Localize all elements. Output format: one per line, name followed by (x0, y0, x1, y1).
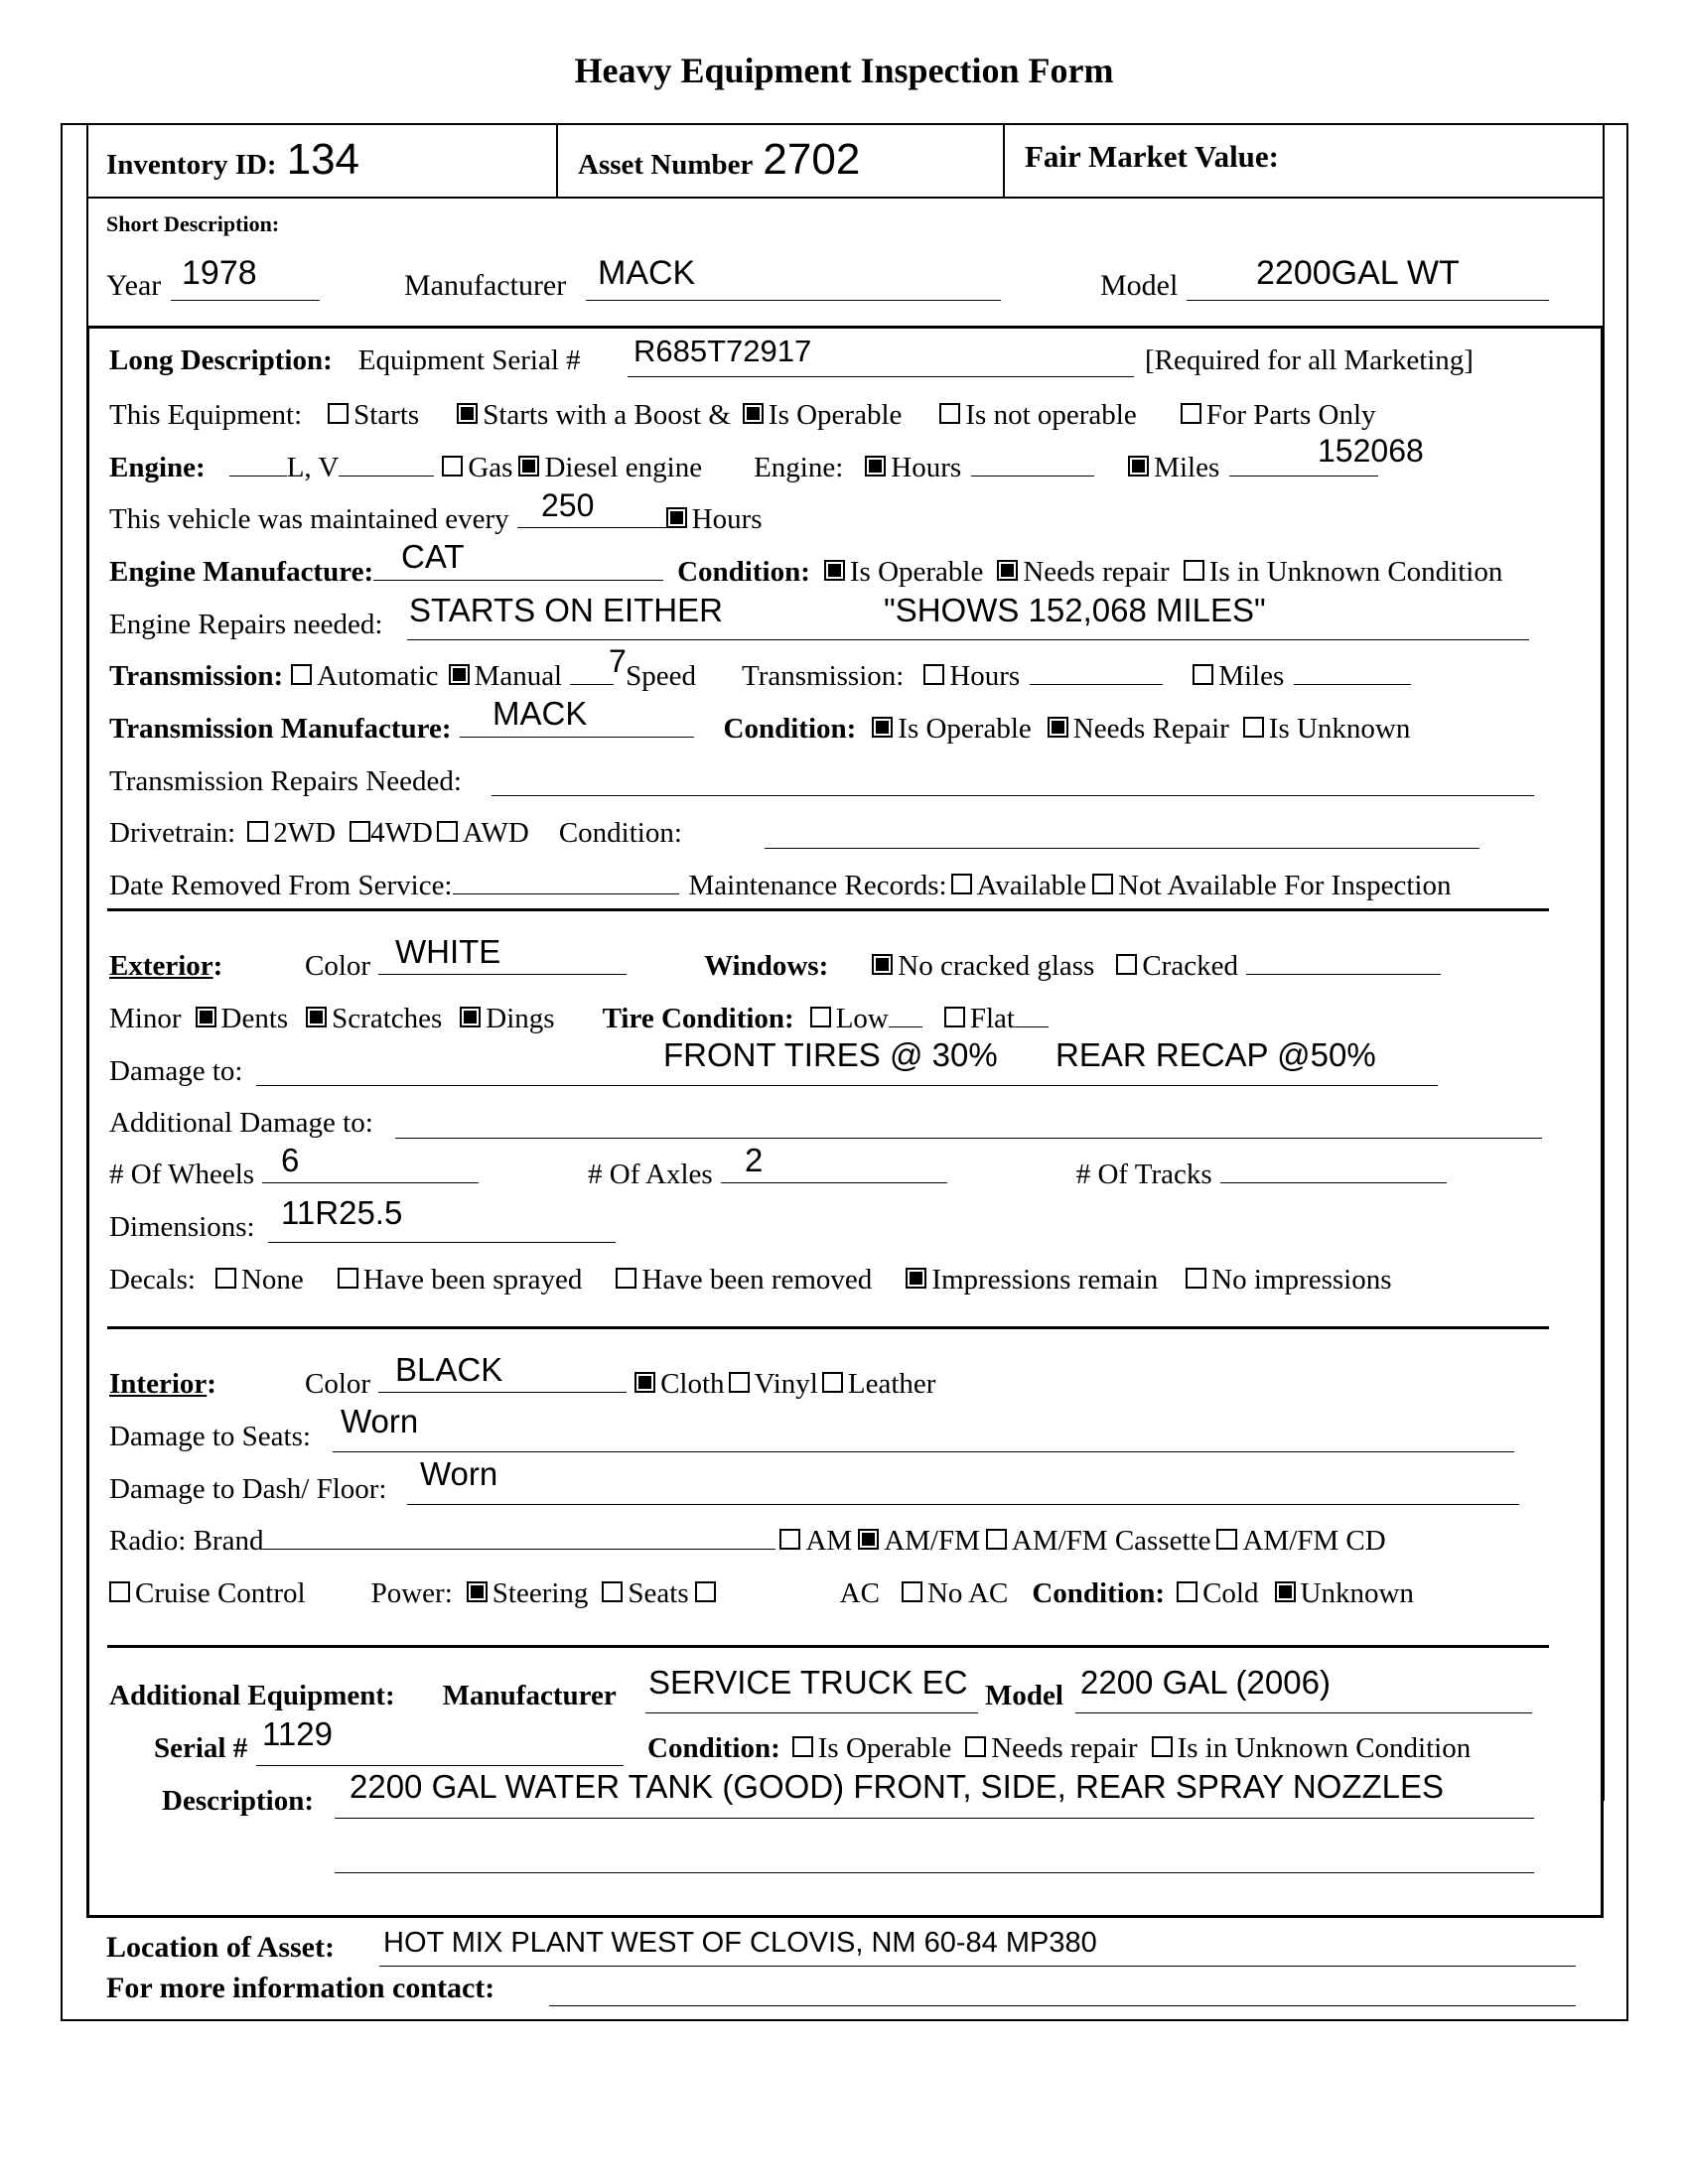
radio-am-label: AM (805, 1525, 853, 1557)
exterior-title: Exterior (109, 950, 213, 982)
power-steering-label: Steering (492, 1577, 589, 1609)
no-cracked-label: No cracked glass (898, 950, 1095, 982)
engine-repairs-line (407, 639, 1529, 640)
maintained-value[interactable]: 250 (541, 487, 595, 523)
ac-unknown-label: Unknown (1300, 1577, 1414, 1609)
inner-box-bottom (86, 1915, 1604, 1918)
engine-manufacture-label: Engine Manufacture: (109, 556, 374, 588)
transmission-manufacture-line[interactable] (460, 737, 694, 738)
dimensions-value[interactable]: 11R25.5 (281, 1194, 403, 1231)
year-value[interactable]: 1978 (182, 254, 257, 292)
additional-unknown-checkbox[interactable] (1152, 1736, 1173, 1757)
additional-needs-repair-checkbox[interactable] (965, 1736, 986, 1757)
engine-miles-checkbox[interactable] (1128, 456, 1149, 477)
engine-manufacture-row (109, 556, 1502, 589)
drive-awd-checkbox[interactable] (437, 821, 458, 842)
radio-cassette-checkbox[interactable] (986, 1529, 1007, 1550)
outer-frame-top (61, 123, 1628, 125)
engine-miles-line[interactable] (1229, 476, 1378, 477)
wheels-label: # Of Wheels (109, 1159, 255, 1190)
engine2-label: Engine: (754, 452, 844, 483)
inventory-id (106, 135, 359, 185)
engine-liters-line[interactable] (229, 476, 287, 477)
maintained-hours-checkbox[interactable] (666, 507, 687, 528)
ac-cold-checkbox[interactable] (1177, 1581, 1197, 1602)
dimensions-line (268, 1242, 616, 1243)
starts-boost-checkbox[interactable] (457, 403, 478, 424)
tracks-label: # Of Tracks (1075, 1159, 1212, 1190)
additional-model-line (1075, 1712, 1532, 1713)
year-line (171, 300, 320, 301)
speed-line[interactable] (570, 684, 614, 685)
drive-4wd-checkbox[interactable] (350, 821, 370, 842)
axles-value[interactable]: 2 (745, 1142, 764, 1178)
additional-serial-value[interactable]: 1129 (262, 1715, 333, 1752)
radio-brand-line[interactable] (263, 1549, 775, 1550)
radio-am-checkbox[interactable] (779, 1529, 800, 1550)
header-cell-sep-2 (1003, 123, 1005, 198)
decals-label: Decals: (109, 1264, 196, 1296)
transmission-repairs-label: Transmission Repairs Needed: (109, 765, 462, 797)
engine-hours-label: Hours (891, 452, 962, 483)
this-equipment-row (109, 399, 1376, 432)
no-ac-label: No AC (926, 1577, 1009, 1609)
decals-sprayed-checkbox[interactable] (338, 1268, 358, 1289)
section-divider-additional (107, 1645, 1549, 1648)
axles-label: # Of Axles (588, 1159, 713, 1190)
fair-market-value-label: Fair Market Value: (1025, 139, 1280, 174)
seats-damage-value[interactable]: Worn (341, 1403, 419, 1439)
radio-cd-checkbox[interactable] (1216, 1529, 1237, 1550)
records-not-available-checkbox[interactable] (1092, 874, 1113, 894)
engine-condition-label: Condition: (677, 556, 810, 588)
short-description-label: Short Description: (106, 211, 280, 236)
radio-brand-label: Radio: Brand (109, 1525, 264, 1557)
transmission-row (109, 660, 1411, 693)
transmission-manufacture-row (109, 713, 1410, 746)
tire-flat-label: Flat (969, 1003, 1015, 1034)
trans-operable-checkbox[interactable] (872, 717, 893, 738)
additional-description-label: Description: (162, 1785, 315, 1817)
minor-damage-row (109, 1003, 1049, 1035)
trans-miles-label: Miles (1218, 660, 1285, 692)
engine-label: Engine: (109, 452, 206, 483)
header-divider (86, 197, 1604, 199)
power-label: Power: (370, 1577, 453, 1609)
trans-hours-checkbox[interactable] (923, 664, 944, 685)
additional-model-value[interactable]: 2200 GAL (2006) (1080, 1664, 1331, 1701)
no-cracked-checkbox[interactable] (872, 954, 893, 975)
manufacturer-line (586, 300, 1001, 301)
vinyl-label: Vinyl (754, 1368, 818, 1400)
trans-hours-line[interactable] (1030, 684, 1163, 685)
additional-damage-label: Additional Damage to: (109, 1107, 373, 1139)
date-removed-line[interactable] (453, 893, 679, 894)
no-ac-checkbox[interactable] (902, 1581, 922, 1602)
engine-manufacture-line[interactable] (373, 580, 663, 581)
engine-needs-repair-label: Needs repair (1023, 556, 1170, 588)
exterior-color-label: Color (305, 950, 371, 982)
asset-number (578, 135, 860, 185)
inventory-id-value[interactable]: 134 (286, 135, 360, 184)
wheels-line[interactable] (262, 1182, 479, 1183)
exterior-label (109, 950, 222, 983)
transmission-label: Transmission: (109, 660, 284, 692)
contact-label: For more information contact: (106, 1972, 495, 2004)
inner-box-right (1601, 326, 1604, 1918)
additional-condition-row (647, 1732, 1471, 1765)
not-operable-checkbox[interactable] (939, 403, 960, 424)
vinyl-checkbox[interactable] (729, 1372, 750, 1393)
tracks-line[interactable] (1220, 1182, 1447, 1183)
drivetrain-row (109, 817, 682, 850)
trans-miles-checkbox[interactable] (1193, 664, 1213, 685)
decals-removed-label: Have been removed (641, 1264, 873, 1296)
additional-operable-label: Is Operable (817, 1732, 952, 1764)
asset-number-label: Asset Number (578, 149, 754, 181)
engine-repairs-value-1[interactable]: STARTS ON EITHER (409, 592, 723, 628)
section-divider-interior (107, 1326, 1549, 1329)
radio-cassette-label: AM/FM Cassette (1011, 1525, 1211, 1557)
engine-operable-label: Is Operable (849, 556, 984, 588)
speed-value[interactable]: 7 (609, 643, 627, 679)
trans-condition-label: Condition: (723, 713, 857, 745)
location-line (379, 1966, 1576, 1967)
section-divider-exterior (107, 908, 1549, 911)
location-label: Location of Asset: (106, 1931, 335, 1964)
engine-lv-label: L, V (286, 452, 340, 483)
minor-label: Minor (109, 1003, 182, 1034)
parts-only-checkbox[interactable] (1181, 403, 1201, 424)
radio-amfm-checkbox[interactable] (858, 1529, 879, 1550)
decals-removed-checkbox[interactable] (616, 1268, 636, 1289)
scratches-label: Scratches (332, 1003, 443, 1034)
power-blank-checkbox[interactable] (695, 1581, 716, 1602)
additional-damage-line (395, 1138, 1542, 1139)
transmission2-label: Transmission: (742, 660, 905, 692)
engine-unknown-checkbox[interactable] (1184, 560, 1204, 581)
trans-miles-line[interactable] (1294, 684, 1411, 685)
long-description-label: Long Description: (109, 344, 333, 376)
power-seats-label: Seats (628, 1577, 689, 1609)
this-equipment-label: This Equipment: (109, 399, 303, 431)
damage-to-label: Damage to: (109, 1055, 243, 1087)
drive-awd-label: AWD (462, 817, 529, 849)
transmission-manufacture-label: Transmission Manufacture: (109, 713, 452, 745)
gas-checkbox[interactable] (442, 456, 463, 477)
maintenance-records-label: Maintenance Records: (688, 870, 947, 901)
drive-4wd-label: 4WD (370, 817, 433, 849)
engine-operable-checkbox[interactable] (824, 560, 845, 581)
outer-frame-left (61, 123, 63, 2021)
model-value[interactable]: 2200GAL WT (1256, 254, 1460, 292)
long-description-row (109, 344, 581, 377)
ac-condition-label: Condition: (1032, 1577, 1166, 1609)
tire-low-label: Low (835, 1003, 889, 1034)
automatic-label: Automatic (317, 660, 439, 692)
additional-needs-repair-label: Needs repair (991, 1732, 1138, 1764)
is-operable-label: Is Operable (768, 399, 903, 431)
damage-to-value-1[interactable]: FRONT TIRES @ 30% (663, 1036, 998, 1073)
dash-damage-line (407, 1504, 1519, 1505)
engine-row (109, 452, 1378, 484)
exterior-color-line[interactable] (378, 974, 627, 975)
inventory-id-label: Inventory ID: (106, 149, 277, 181)
required-note: [Required for all Marketing] (1145, 344, 1474, 376)
additional-description-line-2 (335, 1872, 1534, 1873)
maintained-row (109, 503, 763, 536)
gas-label: Gas (468, 452, 513, 483)
ac-label: AC (839, 1577, 880, 1609)
seats-damage-line (333, 1451, 1514, 1452)
records-available-label: Available (976, 870, 1087, 901)
axles-line[interactable] (721, 1182, 947, 1183)
decals-sprayed-label: Have been sprayed (362, 1264, 583, 1296)
additional-model-label: Model (985, 1680, 1063, 1711)
dings-checkbox[interactable] (460, 1007, 481, 1027)
tire-condition-label: Tire Condition: (602, 1003, 794, 1034)
maintained-line[interactable] (517, 527, 666, 528)
interior-colon: : (207, 1368, 216, 1400)
equipment-serial-value[interactable]: R685T72917 (633, 334, 812, 368)
not-operable-label: Is not operable (965, 399, 1137, 431)
radio-cd-label: AM/FM CD (1242, 1525, 1386, 1557)
interior-title: Interior (109, 1368, 208, 1400)
equipment-serial-label: Equipment Serial # (357, 344, 581, 376)
interior-label (109, 1368, 216, 1401)
manual-checkbox[interactable] (449, 664, 470, 685)
serial-line (628, 376, 1134, 377)
manufacturer-value[interactable]: MACK (598, 254, 696, 292)
additional-description-value[interactable]: 2200 GAL WATER TANK (GOOD) FRONT, SIDE, REAR SPRAY NOZZLES (350, 1768, 1445, 1805)
radio-row (109, 1525, 1386, 1558)
ac-unknown-checkbox[interactable] (1275, 1581, 1296, 1602)
engine-hours-line[interactable] (971, 476, 1094, 477)
starts-label: Starts (353, 399, 420, 431)
engine-repairs-label: Engine Repairs needed: (109, 609, 383, 640)
additional-serial-line (256, 1765, 624, 1766)
dash-damage-label: Damage to Dash/ Floor: (109, 1473, 387, 1505)
dents-checkbox[interactable] (196, 1007, 216, 1027)
trans-needs-repair-checkbox[interactable] (1048, 717, 1068, 738)
wheels-value[interactable]: 6 (281, 1142, 300, 1178)
drive-condition-label: Condition: (558, 817, 682, 849)
dimensions-label: Dimensions: (109, 1211, 255, 1243)
asset-number-value[interactable]: 2702 (763, 135, 861, 184)
interior-color-label: Color (305, 1368, 371, 1400)
tire-low-checkbox[interactable] (810, 1007, 831, 1027)
model-line (1187, 300, 1549, 301)
dents-label: Dents (220, 1003, 289, 1034)
trans-needs-repair-label: Needs Repair (1072, 713, 1229, 745)
engine-needs-repair-checkbox[interactable] (997, 560, 1018, 581)
cracked-label: Cracked (1142, 950, 1238, 982)
manual-label: Manual (474, 660, 563, 692)
dash-damage-value[interactable]: Worn (420, 1455, 498, 1492)
leather-checkbox[interactable] (822, 1372, 843, 1393)
manufacturer-label: Manufacturer (404, 269, 567, 302)
interior-color-value[interactable]: BLACK (395, 1351, 503, 1388)
engine-repairs-value-2[interactable]: "SHOWS 152,068 MILES" (884, 592, 1266, 628)
exterior-color-value[interactable]: WHITE (395, 933, 501, 970)
additional-manufacturer-value[interactable]: SERVICE TRUCK EC (648, 1664, 968, 1701)
additional-condition-label: Condition: (647, 1732, 780, 1764)
outer-frame-bottom (61, 2019, 1628, 2021)
engine-hours-checkbox[interactable] (865, 456, 886, 477)
date-removed-label: Date Removed From Service: (109, 870, 453, 901)
damage-to-line (256, 1085, 1438, 1086)
seats-damage-label: Damage to Seats: (109, 1421, 311, 1452)
parts-only-label: For Parts Only (1205, 399, 1376, 431)
ac-cold-label: Cold (1202, 1577, 1259, 1609)
trans-operable-label: Is Operable (898, 713, 1032, 745)
diesel-label: Diesel engine (544, 452, 703, 483)
model-label: Model (1100, 269, 1179, 302)
damage-to-value-2[interactable]: REAR RECAP @50% (1055, 1036, 1376, 1073)
leather-label: Leather (847, 1368, 936, 1400)
drive-2wd-checkbox[interactable] (247, 821, 268, 842)
power-seats-checkbox[interactable] (602, 1581, 623, 1602)
windows-label: Windows: (704, 950, 829, 982)
maintained-label: This vehicle was maintained every (109, 503, 509, 535)
tire-flat-line[interactable] (1015, 1026, 1049, 1027)
records-available-checkbox[interactable] (951, 874, 972, 894)
outer-frame-right (1626, 123, 1628, 2021)
location-value[interactable]: HOT MIX PLANT WEST OF CLOVIS, NM 60-84 MP380 (383, 1927, 1097, 1959)
diesel-checkbox[interactable] (518, 456, 539, 477)
decals-none-label: None (240, 1264, 304, 1296)
starts-boost-label: Starts with a Boost & (483, 399, 731, 431)
additional-manufacturer-label: Manufacturer (442, 1680, 617, 1711)
automatic-checkbox[interactable] (291, 664, 312, 685)
trans-hours-label: Hours (949, 660, 1021, 692)
cruise-control-checkbox[interactable] (109, 1581, 130, 1602)
contact-line (549, 2005, 1576, 2006)
engine-cyl-line[interactable] (339, 476, 434, 477)
power-row (109, 1577, 1414, 1610)
additional-unknown-label: Is in Unknown Condition (1177, 1732, 1472, 1764)
drive-2wd-label: 2WD (273, 817, 337, 849)
decals-no-impressions-checkbox[interactable] (1186, 1268, 1206, 1289)
decals-row (109, 1264, 1391, 1297)
engine-manufacture-value[interactable]: CAT (401, 538, 465, 575)
decals-none-checkbox[interactable] (215, 1268, 236, 1289)
exterior-colon: : (212, 950, 223, 982)
dings-label: Dings (486, 1003, 555, 1034)
is-operable-checkbox[interactable] (743, 403, 764, 424)
interior-color-line[interactable] (378, 1392, 627, 1393)
power-steering-checkbox[interactable] (467, 1581, 488, 1602)
cloth-checkbox[interactable] (634, 1372, 655, 1393)
additional-operable-checkbox[interactable] (792, 1736, 813, 1757)
wheels-row (109, 1159, 1447, 1191)
additional-equipment-row (109, 1680, 617, 1712)
decals-no-impressions-label: No impressions (1211, 1264, 1392, 1296)
drive-condition-line (765, 848, 1479, 849)
transmission-manufacture-value[interactable]: MACK (492, 695, 588, 732)
trans-unknown-label: Is Unknown (1268, 713, 1411, 745)
form-title: Heavy Equipment Inspection Form (574, 51, 1114, 90)
trans-unknown-checkbox[interactable] (1243, 717, 1264, 738)
maintained-hours-label: Hours (691, 503, 763, 535)
cracked-line[interactable] (1246, 974, 1441, 975)
cruise-control-label: Cruise Control (135, 1577, 306, 1609)
year-label: Year (106, 269, 162, 302)
inner-box-left (86, 326, 89, 1918)
additional-equipment-label: Additional Equipment: (109, 1680, 395, 1711)
transmission-repairs-line (492, 795, 1534, 796)
additional-manufacturer-line (645, 1712, 978, 1713)
inner-box-top (86, 326, 1604, 329)
tire-flat-checkbox[interactable] (944, 1007, 965, 1027)
header-cell-sep-1 (556, 123, 558, 198)
engine-unknown-label: Is in Unknown Condition (1208, 556, 1503, 588)
decals-impressions-checkbox[interactable] (906, 1268, 926, 1289)
date-removed-row (109, 870, 1451, 902)
cracked-checkbox[interactable] (1116, 954, 1137, 975)
additional-description-line-1 (335, 1818, 1534, 1819)
engine-miles-label: Miles (1154, 452, 1220, 483)
tire-low-line[interactable] (889, 1026, 922, 1027)
additional-serial-label: Serial # (154, 1732, 248, 1764)
records-not-available-label: Not Available For Inspection (1118, 870, 1452, 901)
engine-miles-value[interactable]: 152068 (1318, 433, 1424, 469)
speed-label: Speed (626, 660, 696, 692)
cloth-label: Cloth (660, 1368, 725, 1400)
drivetrain-label: Drivetrain: (109, 817, 236, 849)
scratches-checkbox[interactable] (306, 1007, 327, 1027)
radio-amfm-label: AM/FM (884, 1525, 980, 1557)
decals-impressions-label: Impressions remain (931, 1264, 1159, 1296)
starts-checkbox[interactable] (328, 403, 349, 424)
